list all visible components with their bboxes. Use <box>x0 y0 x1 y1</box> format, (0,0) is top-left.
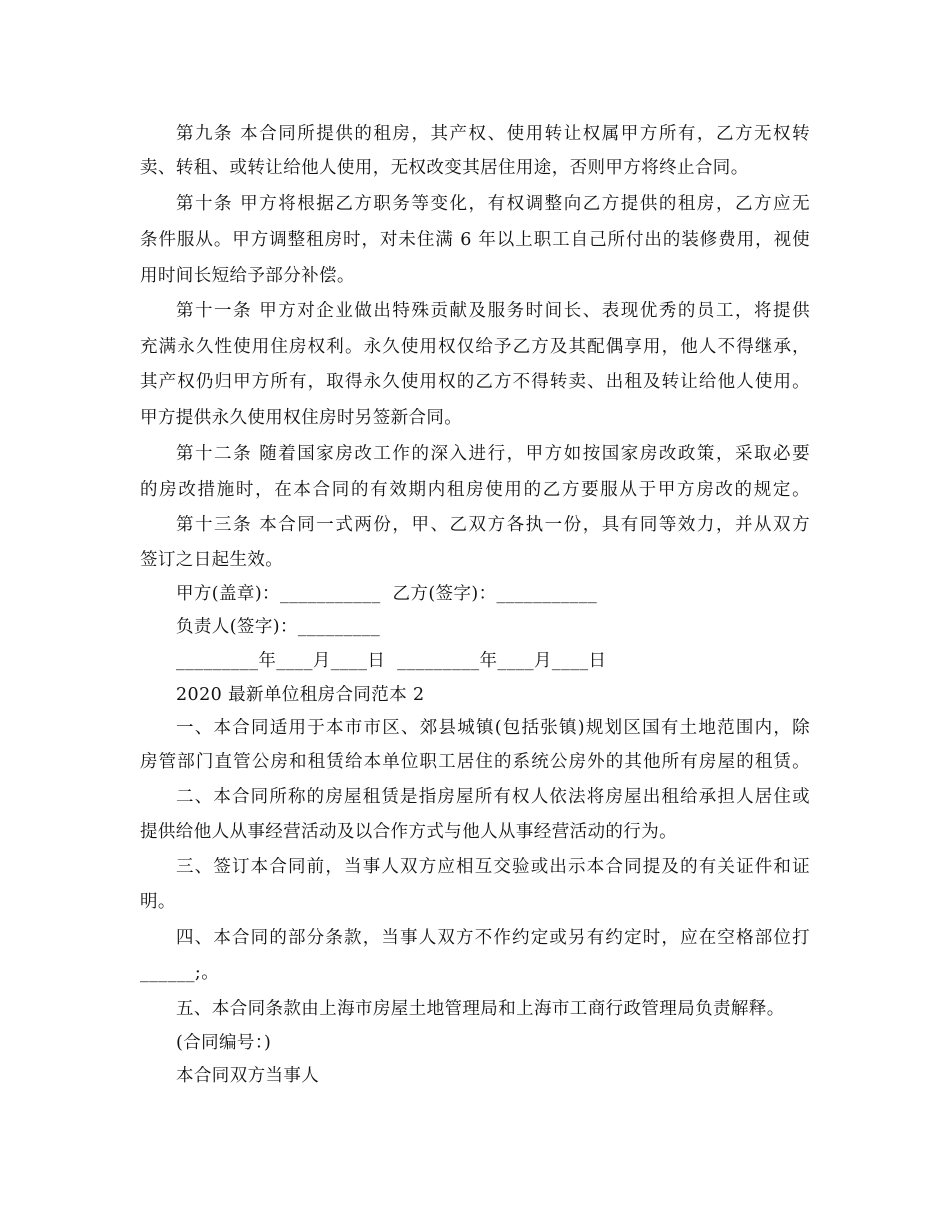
signature-responsible: 负责人(签字)：_________ <box>176 617 381 637</box>
clause-4-line-2: ______;。 <box>140 963 220 983</box>
parties-heading: 本合同双方当事人 <box>176 1066 320 1086</box>
article-10-line-2: 条件服从。甲方调整租房时，对未住满 6 年以上职工自己所付出的装修费用，视使 <box>140 230 810 250</box>
article-11-line-4: 甲方提供永久使用权住房时另签新合同。 <box>140 408 463 428</box>
clause-3-line-2: 明。 <box>140 892 176 912</box>
signature-dates: _________年____月____日 _________年____月____日 <box>176 651 607 671</box>
article-11-line-3: 其产权仍归甲方所有，取得永久使用权的乙方不得转卖、出租及转让给他人使用。 <box>140 372 810 392</box>
clause-4-line-1: 四、本合同的部分条款，当事人双方不作约定或另有约定时，应在空格部位打 <box>176 928 810 948</box>
article-10-line-3: 用时间长短给予部分补偿。 <box>140 266 355 286</box>
clause-2-line-2: 提供给他人从事经营活动及以合作方式与他人从事经营活动的行为。 <box>140 822 677 842</box>
article-12-line-1: 第十二条 随着国家房改工作的深入进行，甲方如按国家房改政策，采取必要 <box>176 444 810 464</box>
article-11-line-1: 第十一条 甲方对企业做出特殊贡献及服务时间长、表现优秀的员工，将提供 <box>176 301 810 321</box>
article-9-line-1: 第九条 本合同所提供的租房，其产权、使用转让权属甲方所有，乙方无权转 <box>176 124 810 144</box>
clause-3-line-1: 三、签订本合同前，当事人双方应相互交验或出示本合同提及的有关证件和证 <box>176 857 810 877</box>
article-13-line-1: 第十三条 本合同一式两份，甲、乙双方各执一份，具有同等效力，并从双方 <box>176 515 810 535</box>
clause-1-line-1: 一、本合同适用于本市市区、郊县城镇(包括张镇)规划区国有土地范围内，除 <box>176 718 810 738</box>
article-10-line-1: 第十条 甲方将根据乙方职务等变化，有权调整向乙方提供的租房，乙方应无 <box>176 194 810 214</box>
clause-5-line-1: 五、本合同条款由上海市房屋土地管理局和上海市工商行政管理局负责解释。 <box>176 999 785 1019</box>
article-12-line-2: 的房改措施时，在本合同的有效期内租房使用的乙方要服从于甲方房改的规定。 <box>140 480 810 500</box>
signature-parties: 甲方(盖章)：___________ 乙方(签字)：___________ <box>176 584 598 604</box>
contract-number: (合同编号：) <box>176 1033 272 1053</box>
article-13-line-2: 签订之日起生效。 <box>140 550 284 570</box>
clause-1-line-2: 房管部门直管公房和租赁给本单位职工居住的系统公房外的其他所有房屋的租赁。 <box>140 752 810 772</box>
section-title: 2020 最新单位租房合同范本 2 <box>176 685 425 705</box>
clause-2-line-1: 二、本合同所称的房屋租赁是指房屋所有权人依法将房屋出租给承担人居住或 <box>176 787 810 807</box>
article-11-line-2: 充满永久性使用住房权利。永久使用权仅给予乙方及其配偶享用，他人不得继承， <box>140 337 810 357</box>
article-9-line-2: 卖、转租、或转让给他人使用，无权改变其居住用途，否则甲方将终止合同。 <box>140 158 749 178</box>
